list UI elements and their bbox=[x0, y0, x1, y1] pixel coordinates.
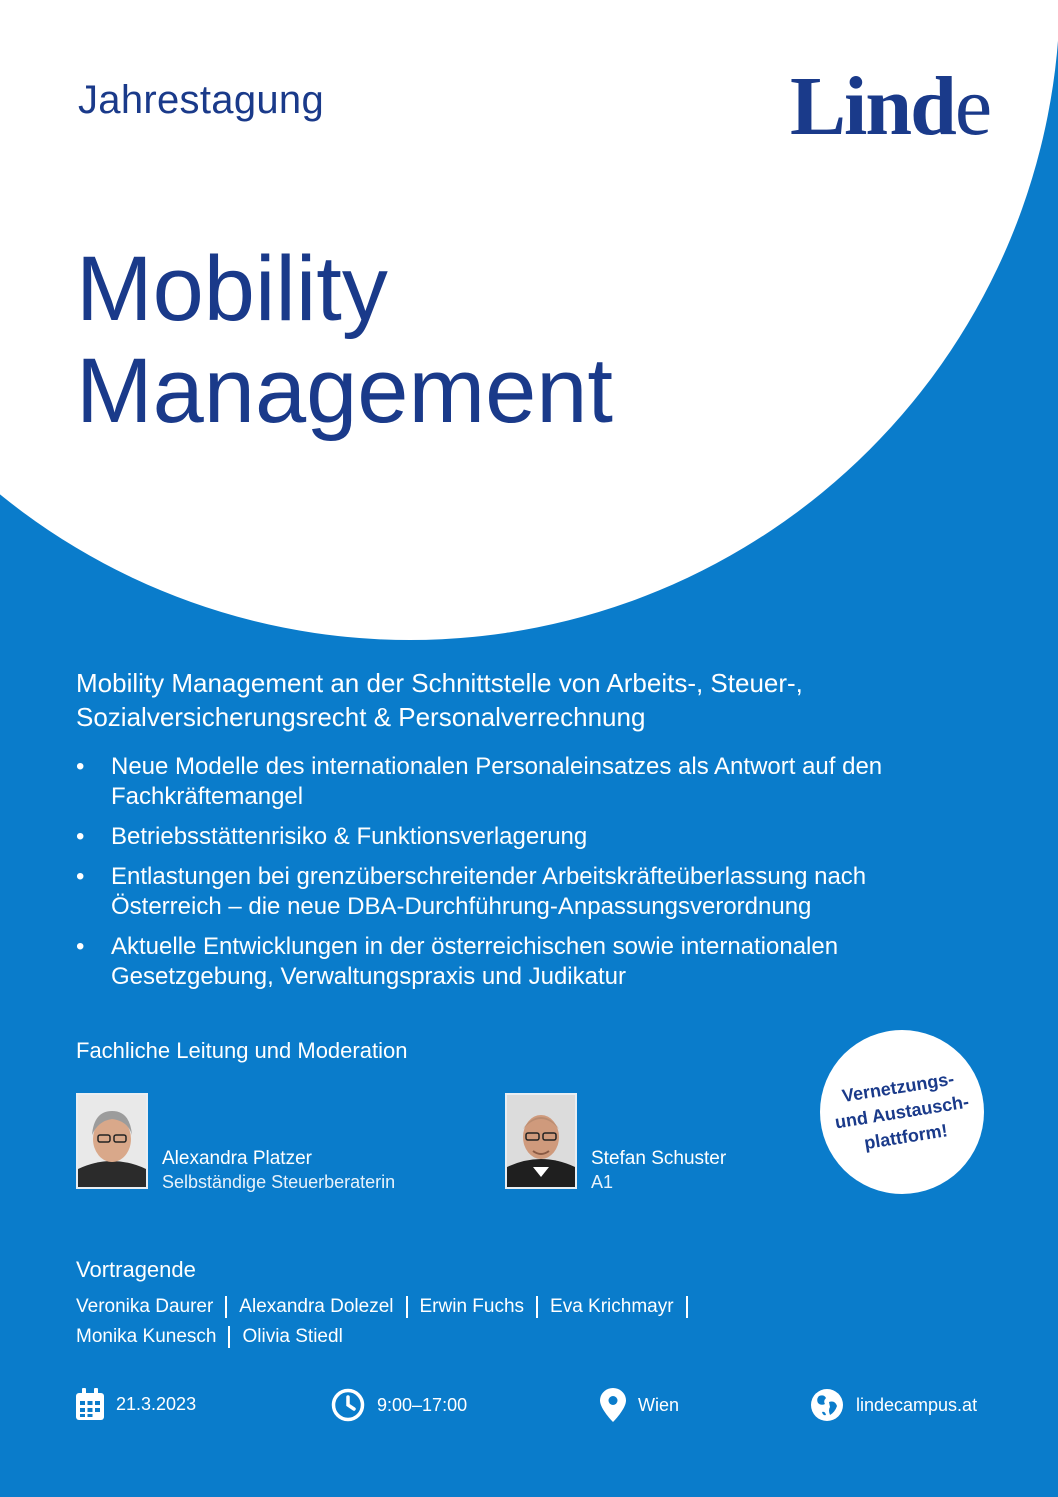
speaker-name: Veronika Daurer bbox=[76, 1296, 214, 1317]
topic-text: Betriebsstättenrisiko & Funktionsverlagerung bbox=[111, 823, 588, 850]
bullet-icon: • bbox=[76, 933, 85, 960]
topic-text: Entlastungen bei grenzüberschreitender Arbeitskräfteüberlassung nach Österreich – die neue DBA-Durchführung-Anpassungsverordnung bbox=[111, 863, 867, 920]
separator bbox=[406, 1296, 408, 1318]
topic-item bbox=[76, 862, 966, 922]
moderator-card bbox=[76, 1093, 396, 1192]
moderator-name: Stefan Schuster bbox=[591, 1148, 727, 1169]
bullet-icon: • bbox=[76, 823, 85, 850]
speakers-heading: Vortragende bbox=[76, 1257, 196, 1282]
topic-list bbox=[76, 752, 966, 1002]
footer-time bbox=[331, 1388, 467, 1422]
badge-text: Vernetzungs- und Austausch- plattform! bbox=[833, 1068, 971, 1153]
globe-icon bbox=[810, 1388, 844, 1422]
separator bbox=[686, 1296, 688, 1318]
topic-item bbox=[76, 752, 966, 812]
clock-icon bbox=[331, 1388, 365, 1422]
topic-item bbox=[76, 822, 966, 852]
topic-item bbox=[76, 932, 966, 992]
speaker-list bbox=[76, 1296, 776, 1348]
footer-date bbox=[76, 1388, 196, 1420]
calendar-icon bbox=[76, 1388, 104, 1420]
separator bbox=[228, 1326, 230, 1348]
speaker-item bbox=[239, 1296, 419, 1318]
linde-logo[interactable]: Linde bbox=[790, 60, 991, 153]
speaker-name: Eva Krichmayr bbox=[550, 1296, 674, 1317]
bullet-icon: • bbox=[76, 753, 85, 780]
moderator-card bbox=[505, 1093, 727, 1192]
event-location: Wien bbox=[638, 1394, 680, 1415]
moderation-heading: Fachliche Leitung und Moderation bbox=[76, 1038, 408, 1063]
moderator-name: Alexandra Platzer bbox=[162, 1148, 312, 1169]
bullet-icon: • bbox=[76, 863, 85, 890]
speaker-item bbox=[550, 1296, 700, 1318]
page-title bbox=[76, 238, 613, 442]
title-line-2: Management bbox=[76, 340, 613, 442]
speaker-item bbox=[76, 1296, 239, 1318]
footer-website[interactable] bbox=[810, 1388, 977, 1422]
topic-text: Aktuelle Entwicklungen in der österreichischen sowie internationalen Gesetzgebung, Verwaltungspraxis und Judikatur bbox=[111, 933, 839, 990]
speaker-item bbox=[420, 1296, 551, 1318]
separator bbox=[225, 1296, 227, 1318]
subtitle: Mobility Management an der Schnittstelle von Arbeits-, Steuer-, Sozialversicherungsrecht & Personalverrechnung bbox=[76, 668, 803, 732]
speaker-name: Alexandra Dolezel bbox=[239, 1296, 394, 1317]
topic-text: Neue Modelle des internationalen Personaleinsatzes als Antwort auf den Fachkräftemangel bbox=[111, 753, 883, 810]
event-time: 9:00–17:00 bbox=[377, 1394, 468, 1415]
moderator-role: Selbständige Steuerberaterin bbox=[162, 1172, 396, 1192]
networking-badge bbox=[820, 1030, 984, 1194]
title-line-1: Mobility bbox=[76, 238, 388, 340]
speaker-item bbox=[242, 1326, 342, 1348]
website-link[interactable]: lindecampus.at bbox=[856, 1394, 978, 1415]
moderator-photo bbox=[505, 1093, 577, 1189]
footer-location bbox=[600, 1388, 679, 1422]
speaker-name: Monika Kunesch bbox=[76, 1326, 217, 1347]
moderator-photo bbox=[76, 1093, 148, 1189]
speaker-item bbox=[76, 1326, 242, 1348]
event-kicker: Jahrestagung bbox=[78, 78, 325, 122]
separator bbox=[536, 1296, 538, 1318]
location-pin-icon bbox=[600, 1388, 626, 1422]
speaker-name: Erwin Fuchs bbox=[419, 1296, 525, 1317]
moderator-role: A1 bbox=[591, 1172, 614, 1192]
speaker-name: Olivia Stiedl bbox=[242, 1326, 343, 1347]
event-date: 21.3.2023 bbox=[116, 1393, 197, 1414]
